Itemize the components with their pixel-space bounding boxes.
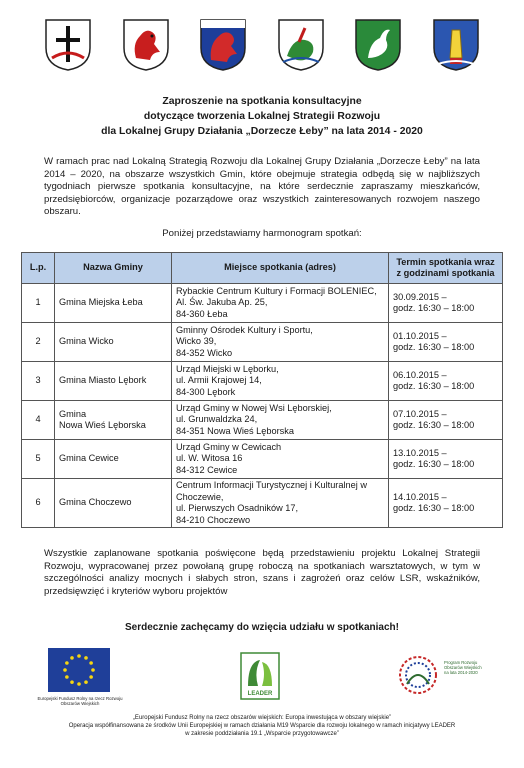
header-lp: L.p. xyxy=(22,253,55,284)
cell-termin: 07.10.2015 – godz. 16:30 – 18:00 xyxy=(389,401,503,440)
title-line-1: Zaproszenie na spotkania konsultacyjne xyxy=(162,96,362,107)
logos-row xyxy=(0,648,524,708)
eu-star-icon xyxy=(63,668,67,672)
eu-star-icon xyxy=(65,675,69,679)
eu-star-icon xyxy=(77,654,81,658)
invitation-title xyxy=(0,94,524,139)
cell-miejsce: Urząd Gminy w Cewicach ul. W. Witosa 16 84-312 Cewice xyxy=(172,440,389,479)
table-row xyxy=(22,284,503,323)
cell-termin: 30.09.2015 – godz. 16:30 – 18:00 xyxy=(389,284,503,323)
eu-star-icon xyxy=(84,656,88,660)
cell-gmina: Gmina Cewice xyxy=(55,440,172,479)
eu-star-icon xyxy=(89,661,93,665)
eu-flag-icon xyxy=(48,648,110,692)
table-row xyxy=(22,323,503,362)
eu-star-icon xyxy=(65,661,69,665)
cell-gmina: Gmina Wicko xyxy=(55,323,172,362)
header-termin: Termin spotkania wraz z godzinami spotkania xyxy=(389,253,503,284)
eu-star-icon xyxy=(77,682,81,686)
cell-gmina: Gmina Choczewo xyxy=(55,479,172,528)
closing-paragraph: Wszystkie zaplanowane spotkania poświęcone będą przedstawieniu projektu Lokalnej Strategii Rozwoju, wypracowanej przez powołaną grupę roboczą na spotkaniach warsztatowych, w tym w szczególności analizy mocnych i słabych stron, szans i zagrożeń oraz celów LSR, wskaźników, przedsięwzięć i kryteriów wyboru projektów xyxy=(44,548,480,597)
cell-miejsce: Rybackie Centrum Kultury i Formacji BOLENIEC, Al. Św. Jakuba Ap. 25, 84-360 Łeba xyxy=(172,284,389,323)
table-row xyxy=(22,440,503,479)
schedule-table xyxy=(21,252,503,528)
footer-line-3: w zakresie poddziałania 19.1 „Wsparcie przygotowawcze” xyxy=(185,731,339,737)
cell-miejsce: Centrum Informacji Turystycznej i Kulturalnej w Choczewie, ul. Pierwszych Osadników 17, 84-210 Choczewo xyxy=(172,479,389,528)
table-row xyxy=(22,362,503,401)
cell-lp: 3 xyxy=(22,362,55,401)
cell-termin: 14.10.2015 – godz. 16:30 – 18:00 xyxy=(389,479,503,528)
schedule-lead: Poniżej przedstawiamy harmonogram spotkań: xyxy=(162,228,362,239)
header-miejsce: Miejsce spotkania (adres) xyxy=(172,253,389,284)
leader-label: LEADER xyxy=(247,691,273,697)
cell-lp: 1 xyxy=(22,284,55,323)
cell-gmina: Gmina Miasto Lębork xyxy=(55,362,172,401)
cell-lp: 5 xyxy=(22,440,55,479)
eu-star-icon xyxy=(84,680,88,684)
crest-red-griffin-icon xyxy=(122,18,170,72)
title-line-3: dla Lokalnej Grupy Działania „Dorzecze Łeby” na lata 2014 - 2020 xyxy=(101,126,423,137)
cell-miejsce: Urząd Miejski w Lęborku, ul. Armii Krajowej 14, 84-300 Lębork xyxy=(172,362,389,401)
eu-star-icon xyxy=(70,656,74,660)
footer-line-2: Operacja współfinansowana ze środków Unii Europejskiej w ramach działania M19 Wsparcie dla rozwoju lokalnego w ramach inicjatywy LEADER xyxy=(68,723,456,729)
cell-lp: 6 xyxy=(22,479,55,528)
crest-blue-griffin-icon xyxy=(199,18,247,72)
cell-gmina: Gmina Miejska Łeba xyxy=(55,284,172,323)
cell-miejsce: Urząd Gminy w Nowej Wsi Lęborskiej, ul. Grunwaldzka 24, 84-351 Nowa Wieś Lęborska xyxy=(172,401,389,440)
intro-paragraph: W ramach prac nad Lokalną Strategią Rozwoju dla Lokalnej Grupy Działania „Dorzecze Łeby” na lata 2014 – 2020, na obszarze wszystkich Gmin, które obejmuje strategia odbędą się w najbliższych tygodniach pierwsze spotkania konsultacyjne, na które serdecznie zapraszamy mieszkańców, przedsiębiorców, organizacje pozarządowe oraz wszystkich zainteresowanych rozwojem naszego obszaru. xyxy=(44,156,480,217)
table-row xyxy=(22,401,503,440)
crests-row xyxy=(44,18,480,72)
table-header-row xyxy=(22,253,503,284)
cell-termin: 13.10.2015 – godz. 16:30 – 18:00 xyxy=(389,440,503,479)
cell-lp: 4 xyxy=(22,401,55,440)
cell-termin: 06.10.2015 – godz. 16:30 – 18:00 xyxy=(389,362,503,401)
crest-lighthouse-icon xyxy=(432,18,480,72)
cell-gmina: Gmina Nowa Wieś Lęborska xyxy=(55,401,172,440)
header-gmina: Nazwa Gminy xyxy=(55,253,172,284)
leader-logo-icon xyxy=(240,652,280,700)
eu-fund-caption: Europejski Fundusz Rolny na rzecz Rozwoju Obszarów Wiejskich xyxy=(37,696,123,706)
eu-star-icon xyxy=(91,668,95,672)
eu-star-icon xyxy=(89,675,93,679)
title-line-2: dotyczące tworzenia Lokalnej Strategii Rozwoju xyxy=(143,111,381,122)
crest-green-dragon-icon xyxy=(277,18,325,72)
cell-termin: 01.10.2015 – godz. 16:30 – 18:00 xyxy=(389,323,503,362)
footer-line-1: „Europejski Fundusz Rolny na rzecz obszarów wiejskich: Europa inwestująca w obszary wiejskie” xyxy=(132,715,392,721)
cell-miejsce: Gminny Ośrodek Kultury i Sportu, Wicko 39, 84-352 Wicko xyxy=(172,323,389,362)
cell-lp: 2 xyxy=(22,323,55,362)
crest-crane-icon xyxy=(354,18,402,72)
footer-note xyxy=(60,714,464,738)
call-to-action: Serdecznie zachęcamy do wzięcia udziału w spotkaniach! xyxy=(125,622,399,633)
table-row xyxy=(22,479,503,528)
prow-logo-icon xyxy=(395,652,441,698)
crest-black-cross-icon xyxy=(44,18,92,72)
prow-caption: Program Rozwoju Obszarów Wiejskich na lata 2014-2020 xyxy=(444,660,482,675)
eu-star-icon xyxy=(70,680,74,684)
